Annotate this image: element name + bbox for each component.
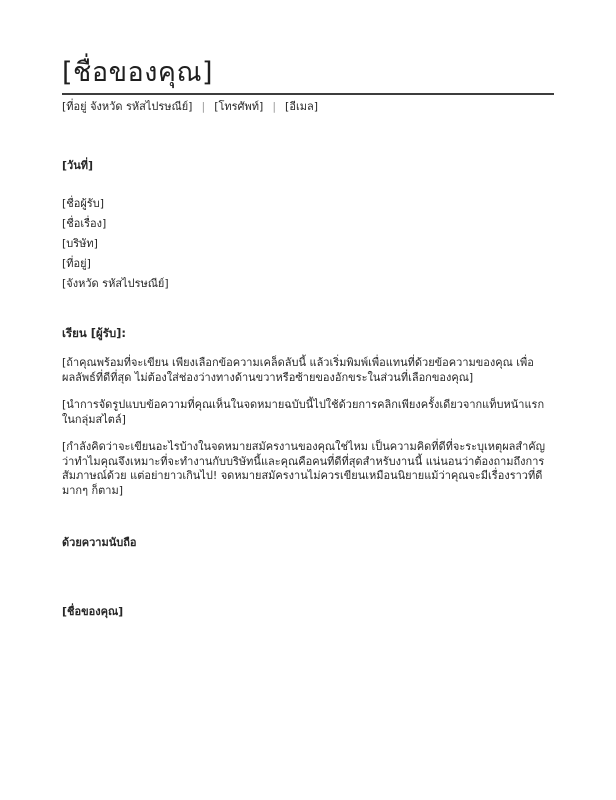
body-paragraph-tip-1[interactable]: [ถ้าคุณพร้อมที่จะเขียน เพียงเลือกข้อความเคล็ดลับนี้ แล้วเริ่มพิมพ์เพื่อแทนที่ด้วยข้อความของคุณ เพื่อผลลัพธ์ที่ดีที่สุด ไม่ต้องใส่ช่องว่างทางด้านขวาหรือซ้ายของอักขระในส่วนที่เลือกของคุณ] [62,356,534,384]
recipient-title-placeholder[interactable]: [ชื่อเรื่อง] [62,217,107,231]
letter-body [62,356,548,498]
date-placeholder[interactable]: [วันที่] [62,159,94,173]
contact-line [62,99,554,114]
recipient-province-postal-placeholder[interactable]: [จังหวัด รหัสไปรษณีย์] [62,277,169,291]
email-placeholder[interactable]: [อีเมล] [285,99,318,113]
phone-placeholder[interactable]: [โทรศัพท์] [214,99,264,113]
contact-separator: | [201,99,206,113]
salutation-line[interactable]: เรียน [ผู้รับ]: [62,326,127,341]
address-placeholder[interactable]: [ที่อยู่ จังหวัด รหัสไปรษณีย์] [62,99,193,113]
recipient-company-placeholder[interactable]: [บริษัท] [62,237,98,251]
closing-line: ด้วยความนับถือ [62,536,137,550]
signature-name-placeholder[interactable]: [ชื่อของคุณ] [62,605,124,619]
contact-separator: | [272,99,277,113]
sender-name-placeholder[interactable]: [ชื่อของคุณ] [62,57,214,88]
letterhead-divider [62,93,554,95]
body-paragraph-tip-3[interactable]: [กำลังคิดว่าจะเขียนอะไรบ้างในจดหมายสมัครงานของคุณใช่ไหม เป็นความคิดที่ดีที่จะระบุเหตุผลสำคัญว่าทำไมคุณจึงเหมาะที่จะทำงานกับบริษัทนี้และคุณคือคนที่ดีที่สุดสำหรับงานนี้ แน่นอนว่าต้องถามถึงการสัมภาษณ์ด้วย แต่อย่ายาวเกินไป! จดหมายสมัครงานไม่ควรเขียนเหมือนนิยายแม้ว่าคุณจะมีเรื่องราวที่ดีมากๆ ก็ตาม] [62,440,545,497]
recipient-block [62,194,554,294]
body-paragraph-tip-2[interactable]: [นำการจัดรูปแบบข้อความที่คุณเห็นในจดหมายฉบับนี้ไปใช้ด้วยการคลิกเพียงครั้งเดียวจากแท็บหน้าแรก ในกลุ่มสไตล์] [62,398,545,426]
recipient-address-placeholder[interactable]: [ที่อยู่] [62,257,91,271]
recipient-name-placeholder[interactable]: [ชื่อผู้รับ] [62,197,104,211]
